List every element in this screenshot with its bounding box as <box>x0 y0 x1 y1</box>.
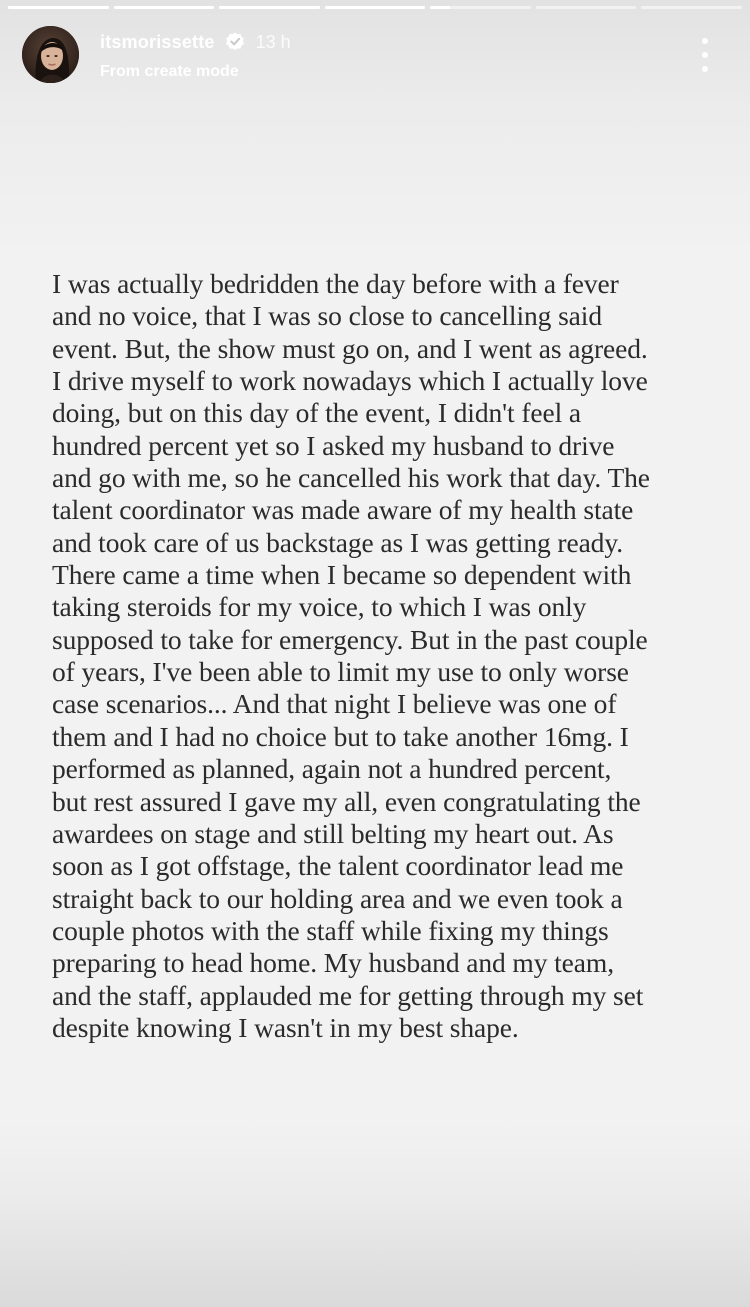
text-line: awardees on stage and still belting my heart out. As <box>52 817 614 849</box>
post-time: 13 h <box>255 31 291 52</box>
story-progress-bar <box>8 6 742 10</box>
text-line: despite knowing I wasn't in my best shape. <box>52 1011 519 1043</box>
text-line: but rest assured I gave my all, even congratulating the <box>52 785 641 817</box>
text-line: and the staff, applauded me for getting through my set <box>52 979 644 1011</box>
user-line <box>100 30 291 54</box>
text-line: talent coordinator was made aware of my health state <box>52 494 634 526</box>
text-line: supposed to take for emergency. But in the past couple <box>52 623 648 655</box>
text-line: I was actually bedridden the day before with a fever <box>52 268 619 299</box>
text-line: event. But, the show must go on, and I went as agreed. <box>52 332 648 364</box>
progress-segment <box>325 6 426 9</box>
progress-segment <box>8 6 109 9</box>
more-vertical-icon[interactable] <box>698 38 712 72</box>
progress-segment <box>430 6 531 9</box>
text-line: case scenarios... And that night I believe was one of <box>52 688 617 720</box>
text-line: hundred percent yet so I asked my husband to drive <box>52 429 615 461</box>
text-line: soon as I got offstage, the talent coordinator lead me <box>52 850 624 882</box>
create-mode-label[interactable]: From create mode <box>100 63 239 80</box>
progress-segment <box>114 6 215 9</box>
story-text <box>52 268 712 1044</box>
avatar[interactable] <box>22 26 79 83</box>
username-link[interactable]: itsmorissette <box>100 31 215 52</box>
progress-segment <box>641 6 742 9</box>
text-line: straight back to our holding area and we even took a <box>52 882 623 914</box>
text-line: of years, I've been able to limit my use to only worse <box>52 656 629 688</box>
text-line: them and I had no choice but to take another 16mg. I <box>52 720 629 752</box>
story-header <box>22 26 730 84</box>
text-line: doing, but on this day of the event, I didn't feel a <box>52 397 582 429</box>
text-line: There came a time when I became so dependent with <box>52 559 632 591</box>
text-line: and took care of us backstage as I was getting ready. <box>52 526 623 558</box>
text-line: performed as planned, again not a hundred percent, <box>52 753 612 785</box>
text-line: I drive myself to work nowadays which I actually love <box>52 365 648 397</box>
text-line: taking steroids for my voice, to which I was only <box>52 591 587 623</box>
progress-segment <box>536 6 637 9</box>
progress-segment <box>219 6 320 9</box>
text-line: preparing to head home. My husband and my team, <box>52 947 614 979</box>
text-line: and no voice, that I was so close to cancelling said <box>52 300 602 332</box>
text-line: couple photos with the staff while fixing my things <box>52 914 609 946</box>
verified-badge-icon <box>224 31 246 53</box>
text-line: and go with me, so he cancelled his work that day. The <box>52 462 650 494</box>
